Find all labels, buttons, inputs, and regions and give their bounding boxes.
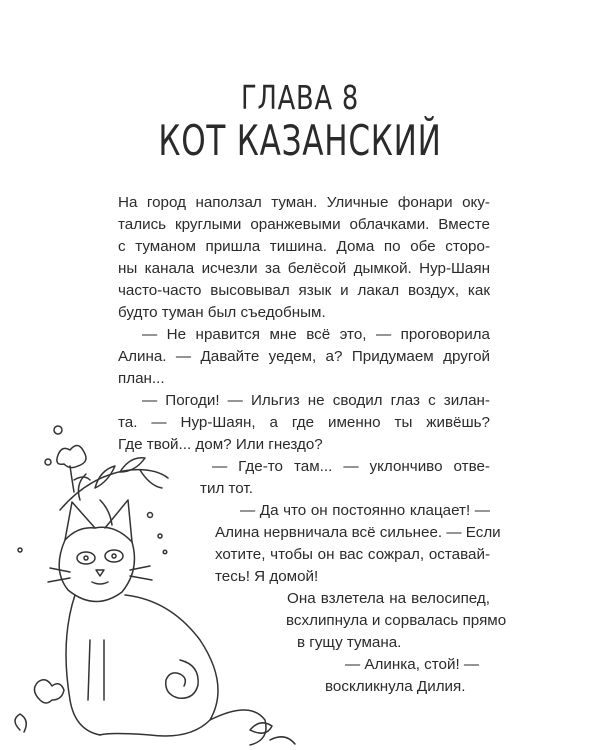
decor-circle-icon bbox=[18, 548, 22, 552]
text-line: всхлипнула и сорвалась прямо bbox=[286, 612, 507, 629]
cat-figure-icon bbox=[48, 500, 266, 745]
decor-circle-icon bbox=[158, 534, 162, 538]
text-line: хотите, чтобы он вас сожрал, оставай- bbox=[215, 546, 490, 563]
decor-circle-icon bbox=[148, 513, 153, 518]
chapter-title: КОТ КАЗАНСКИЙ bbox=[158, 116, 442, 165]
text-line: тил тот. bbox=[200, 480, 253, 497]
text-line: в гущу тумана. bbox=[297, 634, 402, 651]
text-line: воскликнула Дилия. bbox=[325, 678, 466, 695]
text-line: — Алинка, стой! — bbox=[345, 656, 480, 673]
decor-circle-icon bbox=[45, 459, 51, 465]
chapter-number: ГЛАВА 8 bbox=[241, 78, 359, 117]
decor-circle-icon bbox=[54, 426, 62, 434]
text-line: тались круглыми оранжевыми облачками. Вместе bbox=[118, 216, 490, 233]
text-line: Она взлетела на велосипед, bbox=[287, 590, 490, 607]
flower-icon bbox=[57, 445, 90, 492]
text-line: На город наползал туман. Уличные фонари оку- bbox=[118, 194, 490, 211]
text-line: с туманом пришла тишина. Дома по обе сторо- bbox=[118, 238, 490, 255]
text-line: Алина. — Давайте уедем, а? Придумаем другой bbox=[118, 348, 490, 365]
text-line: та. — Нур-Шаян, а где именно ты живёшь? bbox=[118, 414, 490, 431]
text-line: Алина нервничала всё сильнее. — Если bbox=[215, 524, 501, 541]
text-line: тесь! Я домой! bbox=[215, 568, 319, 585]
text-line: часто-часто высовывал язык и лакал воздух, как bbox=[118, 282, 490, 299]
text-line: Где твой... дом? Или гнездо? bbox=[118, 436, 323, 453]
text-line: — Погоди! — Ильгиз не сводил глаз с зилан- bbox=[142, 392, 490, 409]
text-line: — Где-то там... — уклончиво отве- bbox=[212, 458, 490, 475]
cat-illustration bbox=[0, 400, 300, 750]
text-line: будто туман был съедобным. bbox=[118, 304, 326, 321]
text-line: план... bbox=[118, 370, 165, 387]
text-line: ны канала исчезли за белёсой дымкой. Нур-Шаян bbox=[118, 260, 490, 277]
decor-circle-icon bbox=[163, 550, 167, 554]
text-line: — Да что он постоянно клацает! — bbox=[240, 502, 490, 519]
text-line: — Не нравится мне всё это, — проговорила bbox=[142, 326, 490, 343]
